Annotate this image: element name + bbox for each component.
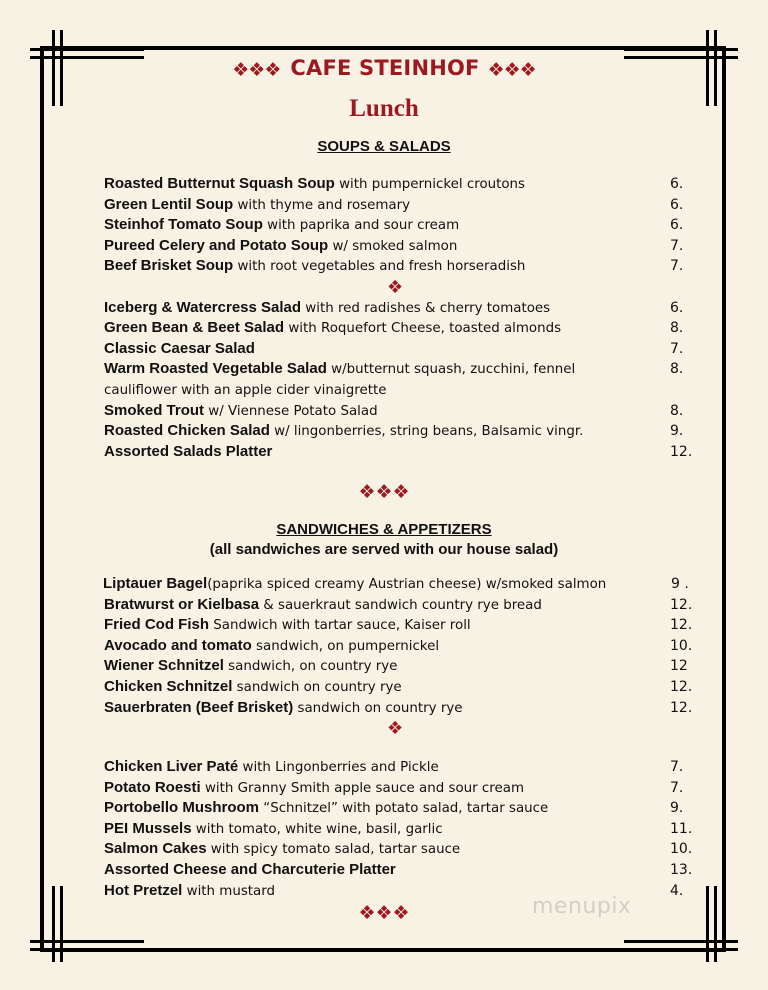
section-note: (all sandwiches are served with our house salad) xyxy=(209,541,559,558)
item-price: 6. xyxy=(670,299,684,316)
item-price: 6. xyxy=(670,217,684,234)
item-price: 7. xyxy=(670,258,684,275)
item-price: 4. xyxy=(670,882,684,899)
restaurant-name xyxy=(0,56,768,80)
menu-item: Iceberg & Watercress Salad with red radishes & cherry tomatoes 6. xyxy=(104,298,692,319)
menu-item: Smoked Trout w/ Viennese Potato Salad 8. xyxy=(104,401,692,422)
menu-item: Chicken Liver Paté with Lingonberries and Pickle 7. xyxy=(104,757,692,778)
menu-item: Steinhof Tomato Soup with paprika and sour cream 6. xyxy=(104,215,692,236)
menu-item: Wiener Schnitzel sandwich, on country rye 12 xyxy=(104,656,692,677)
item-price: 12. xyxy=(670,699,693,716)
item-price: 12 xyxy=(670,658,688,675)
item-price: 9. xyxy=(670,800,684,817)
section-divider-ornament: ❖❖❖ xyxy=(358,482,410,503)
menu-item: PEI Mussels with tomato, white wine, basil, garlic 11. xyxy=(104,819,692,840)
section-heading-sandwiches: SANDWICHES & APPETIZERS xyxy=(276,521,492,538)
item-price: 11. xyxy=(670,820,693,837)
section-heading-soups-salads: SOUPS & SALADS xyxy=(317,138,451,155)
diamond-ornament-icon: ❖❖❖ xyxy=(487,59,536,81)
sandwiches-list xyxy=(104,574,692,739)
menu-item: Sauerbraten (Beef Brisket) sandwich on country rye 12. xyxy=(104,698,692,719)
diamond-ornament-icon: ❖❖❖ xyxy=(232,59,281,81)
menu-item: Pureed Celery and Potato Soup w/ smoked salmon 7. xyxy=(104,236,692,257)
item-price: 7. xyxy=(670,759,684,775)
appetizers-list xyxy=(104,757,692,901)
watermark: menupix xyxy=(532,894,632,919)
item-price: 12. xyxy=(670,617,693,634)
item-price: 12. xyxy=(670,443,693,460)
item-price: 12. xyxy=(670,596,693,613)
item-price: 12. xyxy=(670,678,693,695)
menu-item-continuation: cauliflower with an apple cider vinaigrette xyxy=(104,382,387,398)
menu-item: Fried Cod Fish Sandwich with tartar sauce, Kaiser roll 12. xyxy=(104,615,692,636)
item-price: 8. xyxy=(670,402,684,419)
menu-item: Avocado and tomato sandwich, on pumpernickel 10. xyxy=(104,636,692,657)
item-price: 9 . xyxy=(671,576,689,592)
menu-item: Warm Roasted Vegetable Salad w/butternut squash, zucchini, fennel 8. xyxy=(104,359,692,380)
item-price: 10. xyxy=(670,841,693,858)
menu-item: Beef Brisket Soup with root vegetables and fresh horseradish 7. xyxy=(104,256,692,277)
item-price: 8. xyxy=(670,320,684,337)
menu-item: Salmon Cakes with spicy tomato salad, tartar sauce 10. xyxy=(104,839,692,860)
menu-item: Roasted Chicken Salad w/ lingonberries, string beans, Balsamic vingr. 9. xyxy=(104,421,692,442)
menu-subtitle: Lunch xyxy=(349,95,419,122)
soups-list xyxy=(104,174,692,462)
menu-item: Bratwurst or Kielbasa & sauerkraut sandwich country rye bread 12. xyxy=(104,595,692,616)
menu-item: Green Bean & Beet Salad with Roquefort Cheese, toasted almonds 8. xyxy=(104,318,692,339)
menu-item: Assorted Salads Platter 12. xyxy=(104,442,692,463)
item-price: 10. xyxy=(670,637,693,654)
diamond-ornament-icon: ❖ xyxy=(387,276,404,297)
item-price: 13. xyxy=(670,861,693,878)
item-price: 8. xyxy=(670,361,684,378)
menu-item: Hot Pretzel with mustard 4. xyxy=(104,881,692,902)
menu-item: Portobello Mushroom “Schnitzel” with potato salad, tartar sauce 9. xyxy=(104,798,692,819)
menu-item: Green Lentil Soup with thyme and rosemary 6. xyxy=(104,195,692,216)
item-price: 7. xyxy=(670,340,684,357)
item-price: 6. xyxy=(670,176,684,192)
menu-item: Potato Roesti with Granny Smith apple sauce and sour cream 7. xyxy=(104,778,692,799)
menu-item: Liptauer Bagel(paprika spiced creamy Austrian cheese) w/smoked salmon 9 . xyxy=(103,574,692,595)
menu-item: Roasted Butternut Squash Soup with pumpernickel croutons 6. xyxy=(104,174,692,195)
restaurant-name-text: CAFE STEINHOF xyxy=(290,56,480,80)
menu-item: Assorted Cheese and Charcuterie Platter 13. xyxy=(104,860,692,881)
menu-item: Chicken Schnitzel sandwich on country rye 12. xyxy=(104,677,692,698)
footer-ornament: ❖❖❖ xyxy=(358,903,410,924)
item-price: 6. xyxy=(670,196,684,213)
item-price: 7. xyxy=(670,779,684,796)
item-price: 9. xyxy=(670,423,684,440)
menu-item: Classic Caesar Salad 7. xyxy=(104,339,692,360)
item-price: 7. xyxy=(670,237,684,254)
diamond-ornament-icon: ❖ xyxy=(387,718,404,739)
